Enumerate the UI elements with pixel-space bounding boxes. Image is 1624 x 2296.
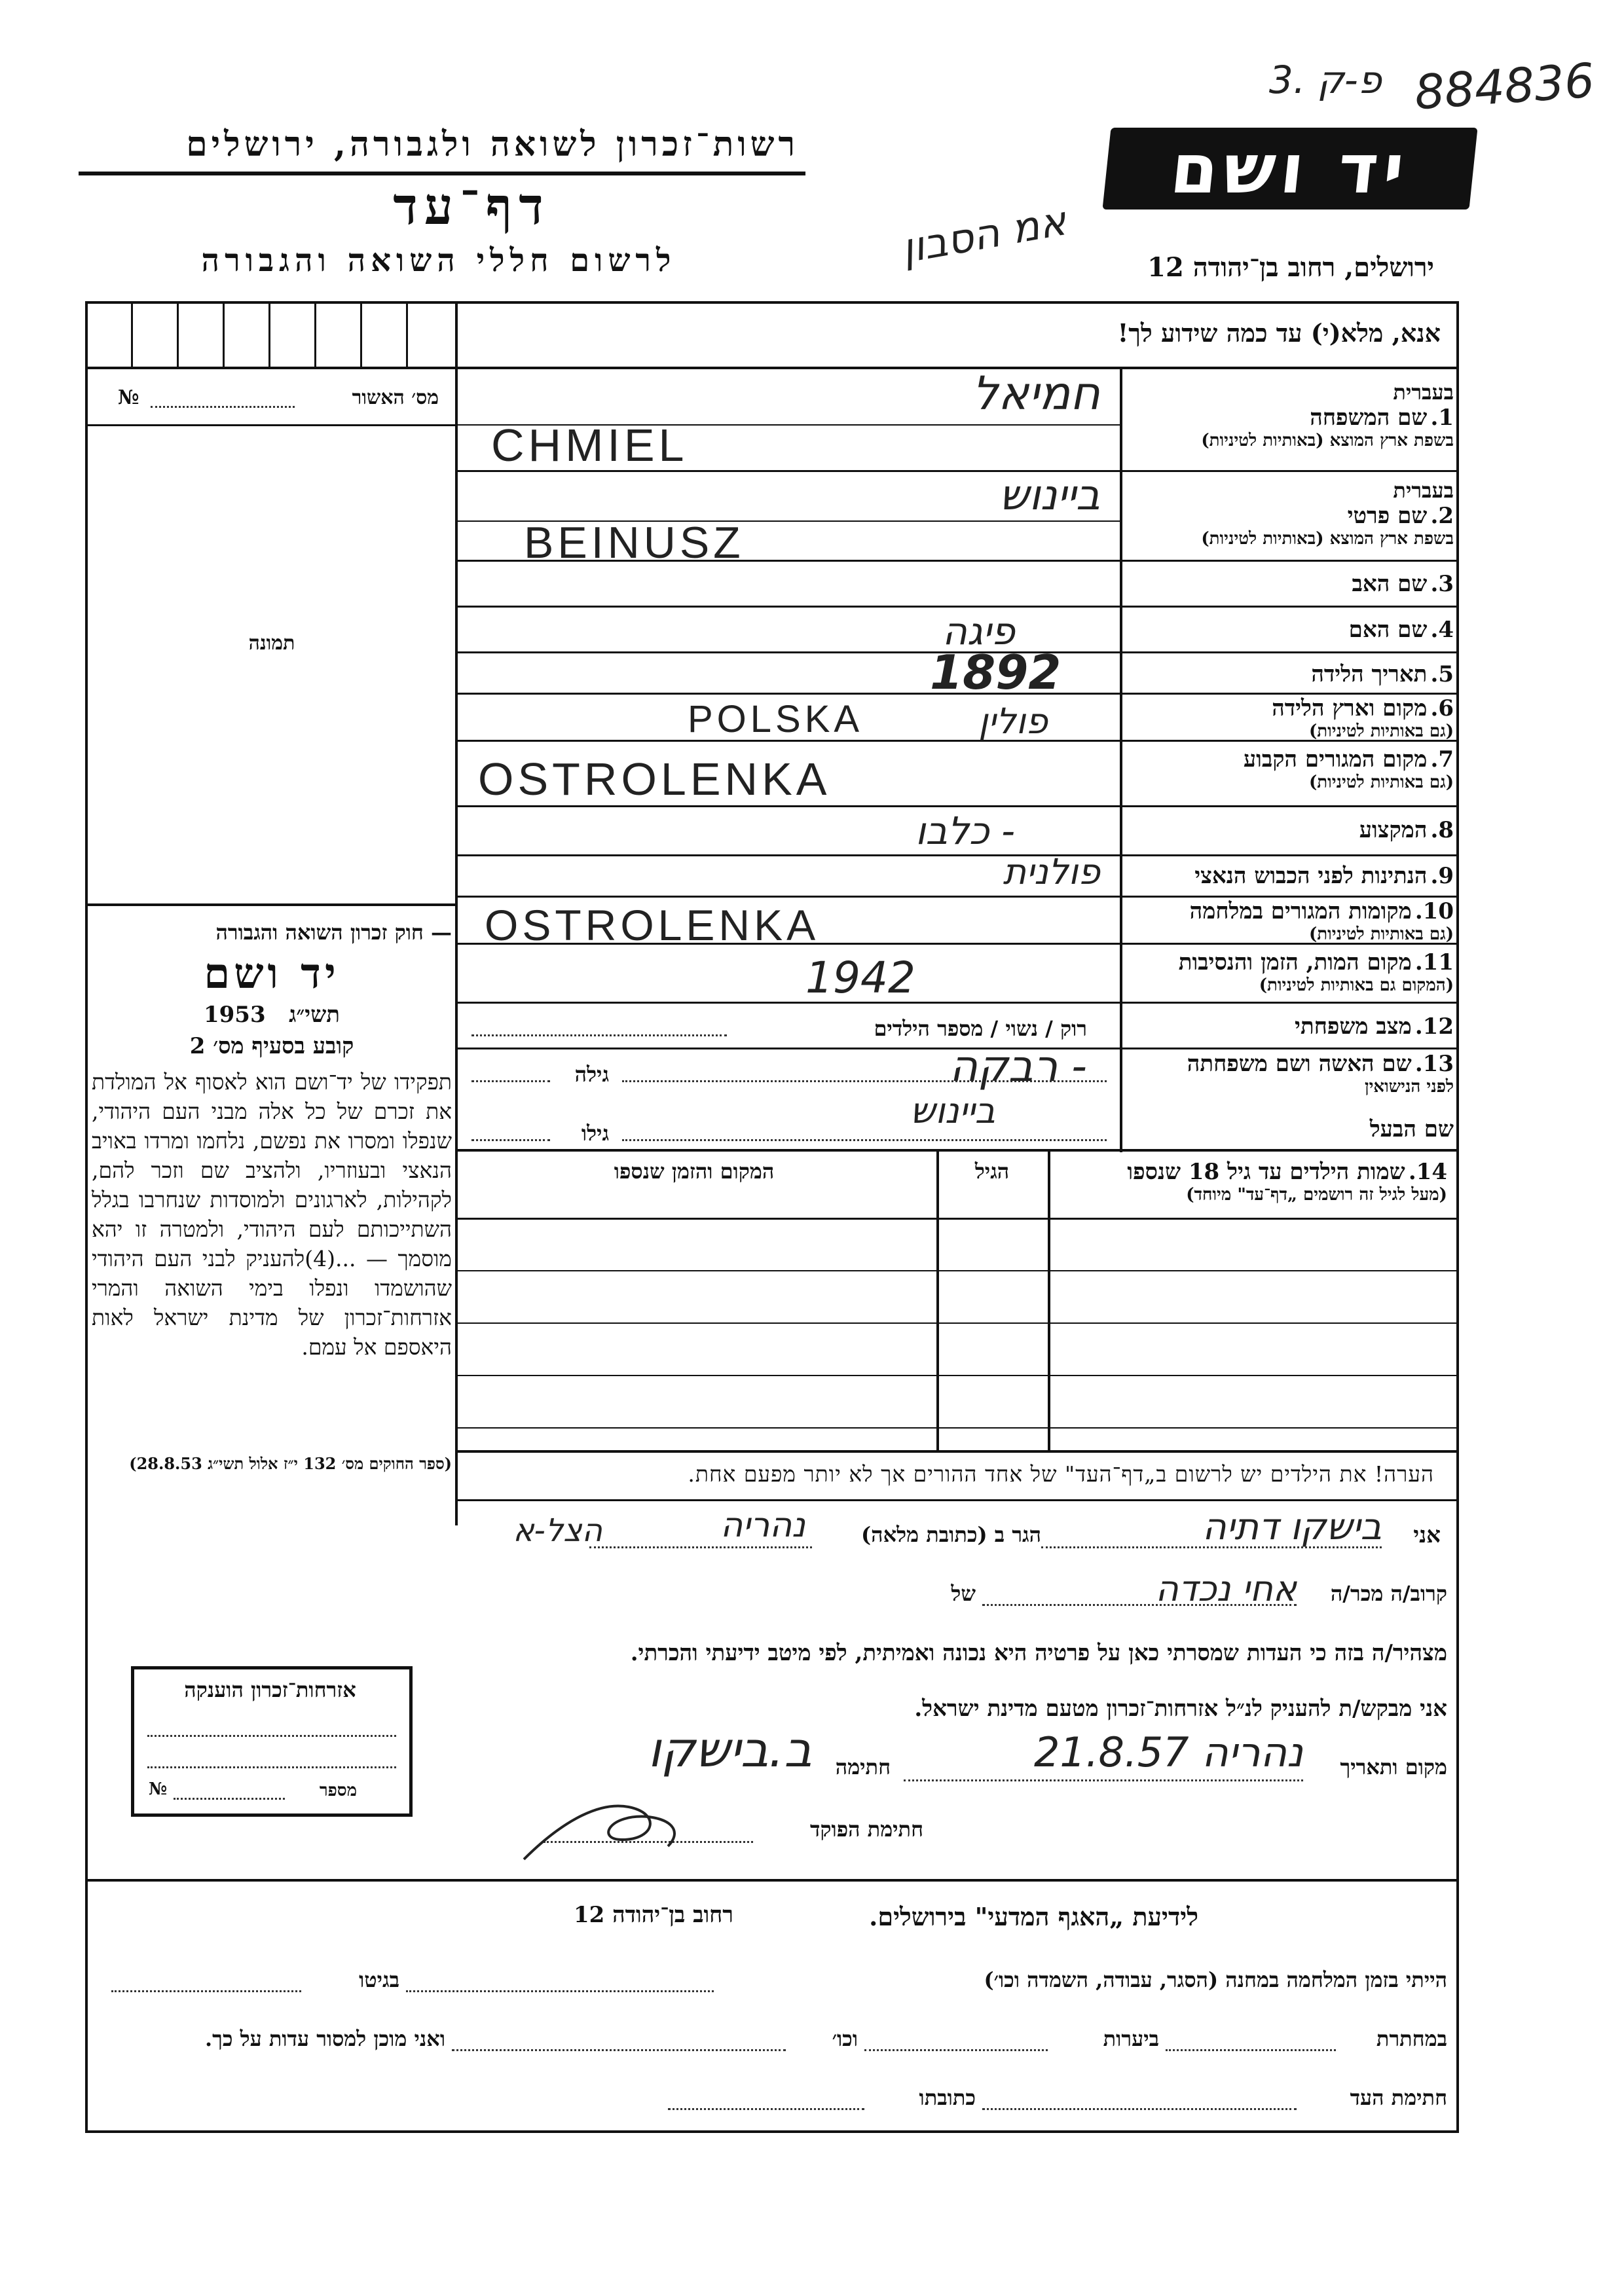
field-11-label: 11. מקום המות, הזמן והנסיבות (המקום גם באותיות לטיניות) bbox=[1178, 949, 1454, 995]
citizenship-number-label: מספר bbox=[319, 1781, 357, 1800]
citizenship-title: אזרחות־זכרון הוענקה bbox=[184, 1677, 356, 1702]
death-year: 1942 bbox=[805, 953, 915, 1003]
citizenship-box bbox=[131, 1666, 413, 1817]
nationality: פולנית bbox=[1003, 851, 1100, 892]
birth-country-hebrew: פולין bbox=[978, 701, 1048, 742]
footer-etc: וכו׳ bbox=[832, 2026, 858, 2051]
relative-value: אחי נכדה bbox=[1155, 1568, 1297, 1609]
law-body: תפקידו של יד־ושם הוא לאסוף אל המולדת את זכרם של כל אלה מבני העם היהודי, שנפלו ומסרו את נפשם, נלחמו ומרדו באויב הנאצי ובעוזריו, ולהציב שם וזכר להם, לקהילות, לארגונים ולמוסדות שנחרבו בגלל השתייכותם לעם היהודי, ולמטרה זו יהא מוסמך — ...(4)להעניק לבני העם היהודי שהושמדו ונפלו בימי השואה והמרי אזרחות־זכרון של מדינת ישראל לאות היאספם אל עמם. bbox=[92, 1069, 452, 1360]
law-year: 1953 תשי״ג bbox=[203, 1002, 341, 1028]
signature-label: חתימה bbox=[835, 1755, 891, 1779]
footer-ghetto: בגיטו bbox=[359, 1967, 399, 1992]
declaration-statement: מצהיר/ה בזה כי העדות שמסרתי כאן על פרטיה היא נכונה ואמיתית, לפי מיטב ידיעתי והכרתי. bbox=[630, 1640, 1447, 1666]
approval-rule bbox=[85, 424, 455, 426]
photo-label: תמונה bbox=[248, 632, 295, 655]
declarant-name: בישקו דתיה bbox=[1202, 1506, 1382, 1548]
field-12-label: 12. מצב משפחתי bbox=[1295, 1013, 1454, 1040]
place-date-label: מקום ותאריך bbox=[1340, 1755, 1447, 1779]
signature-value: ב.בישקו bbox=[648, 1722, 812, 1778]
form-subtitle: לרשום חללי השואה והגבורה bbox=[201, 242, 676, 279]
field-13-label: 13. שם האשה ושם משפחתה לפני הנישואין bbox=[1187, 1051, 1454, 1097]
stamp-code: 884836 bbox=[1412, 52, 1596, 120]
logo-text: יד ושם bbox=[1167, 128, 1413, 209]
note: הערה! את הילדים יש לרשום ב„דף־העד" של אחד ההורים אך לא יותר מפעם אחת. bbox=[688, 1461, 1434, 1487]
footer-line1: הייתי בזמן המלחמה במחנה (הסגר, עבודה, השמדה וכו׳) bbox=[984, 1967, 1447, 1992]
officer-signature-label: חתימת הפוקד bbox=[810, 1817, 923, 1842]
children-place-header: המקום והזמן שנספו bbox=[614, 1159, 775, 1184]
form-title: דף־עד bbox=[393, 177, 550, 236]
handwritten-code: פ-ק .3 bbox=[1268, 58, 1382, 102]
field-7-label: 7. מקום המגורים הקבוע (גם באותיות לטיניות) bbox=[1243, 746, 1454, 792]
declaration-request: אני מבקש/ת להעניק לנ״ל אזרחות־זכרון מטעם מדינת ישראל. bbox=[914, 1696, 1447, 1722]
field-husband-label: שם הבעל bbox=[1369, 1116, 1454, 1142]
residence-latin: OSTROLENKA bbox=[478, 754, 831, 805]
profession: - כלבו bbox=[915, 809, 1015, 853]
handwritten-note: אמ הסבון bbox=[898, 196, 1070, 273]
law-section: קובע בסעיף מס׳ 2 bbox=[189, 1033, 354, 1059]
relative-shel: של bbox=[951, 1581, 976, 1606]
husband-name: ביינוש bbox=[910, 1090, 995, 1131]
mother-name: פיגה bbox=[942, 609, 1015, 653]
footer-willing: ואני מוכן למסור עדות על כך. bbox=[204, 2026, 445, 2051]
field-3-label: 3. שם האב bbox=[1352, 571, 1454, 597]
field-6-label: 6. מקום וארץ הלידה (גם באותיות לטיניות) bbox=[1272, 695, 1454, 741]
witness-address-label: כתובתו bbox=[919, 2085, 976, 2110]
field-8-label: 8. המקצוע bbox=[1359, 817, 1454, 843]
yad-vashem-logo bbox=[1102, 128, 1477, 210]
instruction: אנא, מלא(י) עד כמה שידוע לך! bbox=[1117, 318, 1441, 348]
given-name-latin: BEINUSZ bbox=[524, 518, 745, 568]
footer-underground: במחתרת bbox=[1376, 2026, 1447, 2051]
instruction-row-rule bbox=[85, 367, 1456, 369]
address-value: נהריה bbox=[720, 1506, 805, 1545]
field-1-label: בעברית 1. שם המשפחה בשפת ארץ המוצא (באותיות לטיניות) bbox=[1201, 380, 1454, 450]
children-age-header: הגיל bbox=[974, 1159, 1010, 1184]
husband-age-label: גילו bbox=[581, 1121, 609, 1146]
approval-no-sign: № bbox=[118, 386, 139, 409]
birth-year: 1892 bbox=[930, 645, 1061, 700]
approval-no-label: מס׳ האשור bbox=[352, 386, 439, 409]
footer-address: רחוב בן־יהודה 12 bbox=[573, 1902, 733, 1928]
field-9-label: 9. הנתינות לפני הכבוש הנאצי bbox=[1194, 863, 1454, 889]
left-column-rule bbox=[455, 301, 458, 1525]
witness-signature-label: חתימת העד bbox=[1350, 2085, 1447, 2110]
wife-age-label: גילה bbox=[574, 1062, 609, 1087]
field-10-label: 10. מקומות המגורים במלחמה (גם באותיות לטיניות) bbox=[1189, 898, 1454, 944]
children-title: 14. שמות הילדים עד גיל 18 שנספו (מעל לגיל זה רושמים „דף־עד" מיוחד) bbox=[1127, 1159, 1447, 1205]
place-date-value: נהריה 21.8.57 bbox=[1033, 1728, 1303, 1776]
relative-label: קרוב/ה מכר/ה bbox=[1330, 1581, 1447, 1606]
label-column-rule bbox=[1120, 367, 1122, 1152]
header-rule bbox=[79, 172, 805, 175]
note-rule bbox=[455, 1499, 1456, 1501]
header-address: ירושלים, רחוב בן־יהודה 12 bbox=[1147, 252, 1434, 283]
surname-latin: CHMIEL bbox=[491, 420, 688, 471]
declaration-ani: אני bbox=[1413, 1522, 1441, 1548]
wife-name: - רבקה bbox=[949, 1041, 1087, 1091]
officer-signature-scribble bbox=[517, 1787, 688, 1866]
footer-forests: ביערות bbox=[1103, 2026, 1159, 2051]
law-title: — חוק זכרון השואה והגבורה bbox=[215, 920, 452, 945]
wartime-residence-latin: OSTROLENKA bbox=[485, 901, 820, 949]
given-name-hebrew: ביינוש bbox=[999, 471, 1100, 520]
field-2-label: בעברית 2. שם פרטי בשפת ארץ המוצא (באותיות לטיניות) bbox=[1201, 478, 1454, 549]
law-reference: (ספר החוקים מס׳ 132 י״ז אלול תשי״ג 28.8.53) bbox=[129, 1454, 452, 1473]
footer-heading: לידיעת „האגף המדעי" בירושלים. bbox=[869, 1902, 1198, 1931]
birth-country-latin: POLSKA bbox=[688, 698, 864, 740]
address-label: הגר ב (כתובת מלאה) bbox=[861, 1522, 1041, 1547]
field-4-label: 4. שם האם bbox=[1348, 617, 1454, 643]
address-tail: הצל-א bbox=[513, 1512, 602, 1549]
marital-status-options: רוק / נשוי / מספר הילדים bbox=[874, 1016, 1087, 1041]
citizenship-number-sign: № bbox=[149, 1779, 168, 1799]
law-name: יד ושם bbox=[204, 949, 340, 998]
surname-hebrew: חמיאל bbox=[972, 367, 1100, 420]
authority-line: רשות־זכרון לשואה ולגבורה, ירושלים bbox=[186, 124, 799, 164]
field-5-label: 5. תאריך הלידה bbox=[1311, 661, 1454, 687]
